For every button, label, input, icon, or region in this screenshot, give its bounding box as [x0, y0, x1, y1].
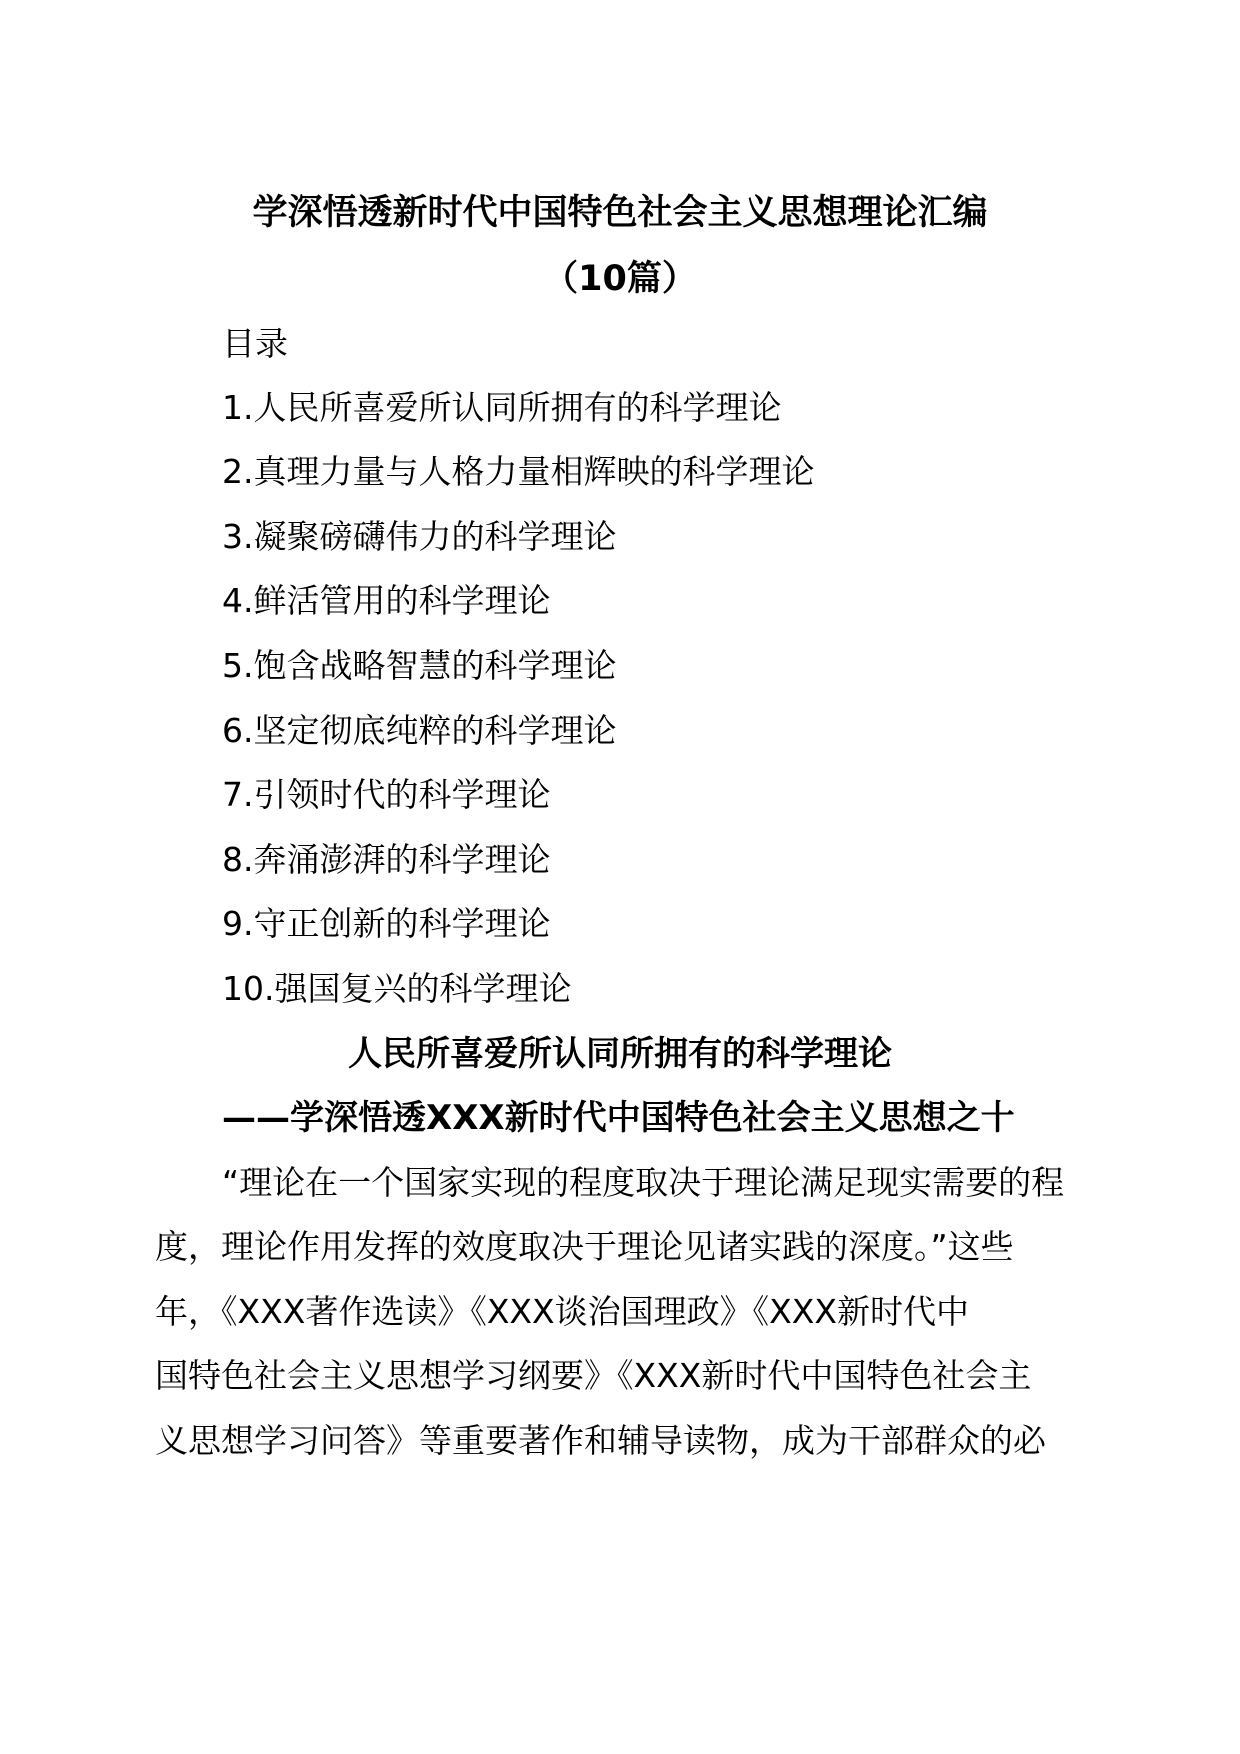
body-line-3: 年，《XXX著作选读》《XXX谈治国理政》《XXX新时代中 [155, 1292, 969, 1331]
toc-item-5: 5.饱含战略智慧的科学理论 [222, 646, 617, 685]
toc-item-6: 6.坚定彻底纯粹的科学理论 [222, 711, 617, 750]
document-subtitle: （10篇） [543, 259, 697, 299]
article-subtitle: ——学深悟透XXX新时代中国特色社会主义思想之十 [222, 1098, 1015, 1138]
body-line-1: “理论在一个国家实现的程度取决于理论满足现实需要的程 [222, 1163, 1065, 1202]
toc-item-2: 2.真理力量与人格力量相辉映的科学理论 [222, 452, 815, 491]
toc-item-1: 1.人民所喜爱所认同所拥有的科学理论 [222, 388, 782, 427]
document-title: 学深悟透新时代中国特色社会主义思想理论汇编 [252, 193, 988, 233]
toc-item-3: 3.凝聚磅礴伟力的科学理论 [222, 517, 617, 556]
article-title: 人民所喜爱所认同所拥有的科学理论 [348, 1034, 892, 1074]
toc-item-10: 10.强国复兴的科学理论 [222, 969, 572, 1008]
toc-item-7: 7.引领时代的科学理论 [222, 775, 551, 814]
body-line-2: 度，理论作用发挥的效度取决于理论见诸实践的深度。”这些 [155, 1227, 1014, 1266]
toc-heading: 目录 [222, 324, 288, 363]
body-line-5: 义思想学习问答》等重要著作和辅导读物，成为干部群众的必 [155, 1421, 1046, 1460]
toc-item-8: 8.奔涌澎湃的科学理论 [222, 840, 551, 879]
toc-item-9: 9.守正创新的科学理论 [222, 904, 551, 943]
toc-item-4: 4.鲜活管用的科学理论 [222, 581, 551, 620]
body-line-4: 国特色社会主义思想学习纲要》《XXX新时代中国特色社会主 [155, 1356, 1032, 1395]
